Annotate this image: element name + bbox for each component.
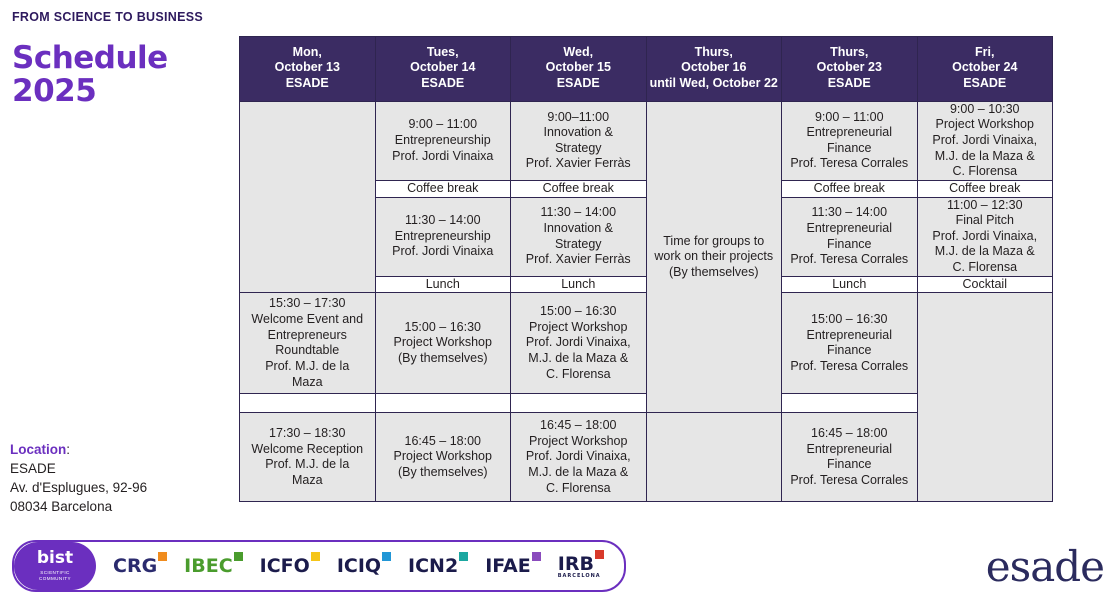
logo-icn2: [408, 555, 468, 577]
partner-logo-bar: [12, 540, 626, 592]
column-header-thurs-oct-16: [646, 37, 782, 102]
location-line-1: ESADE: [10, 461, 56, 477]
square-purple-icon: [532, 552, 541, 561]
header-venue: ESADE: [963, 75, 1007, 90]
cell-tues-lunch: Lunch: [375, 276, 511, 293]
location-label: Location: [10, 442, 67, 457]
cell-wed-afternoon: 15:00 – 16:30 Project Workshop Prof. Jordi Vinaixa, M.J. de la Maza & C. Florensa: [511, 293, 647, 394]
cell-wed-coffee: Coffee break: [511, 180, 647, 197]
page-title-line1: Schedule: [12, 40, 168, 76]
cell-fri24-midday: 11:00 – 12:30 Final Pitch Prof. Jordi Vinaixa, M.J. de la Maza & C. Florensa: [917, 197, 1053, 276]
location-colon: :: [66, 442, 71, 457]
square-orange-icon: [158, 552, 167, 561]
cell-tues-spacer: [375, 394, 511, 413]
logo-irb-sub: BARCELONA: [557, 573, 601, 579]
cell-thurs23-evening: 16:45 – 18:00 Entrepreneurial Finance Prof. Teresa Corrales: [782, 413, 918, 502]
tagline: FROM SCIENCE TO BUSINESS: [12, 10, 204, 24]
column-header-thurs-oct-23: [782, 37, 918, 102]
logo-ibec: [184, 555, 242, 577]
header-day: Tues,: [426, 45, 459, 59]
header-date: October 13: [274, 60, 340, 75]
cell-wed-midday: 11:30 – 14:00 Innovation & Strategy Prof. Xavier Ferràs: [511, 197, 647, 276]
column-header-tues-oct-14: [375, 37, 511, 102]
logo-icfo-text: ICFO: [259, 555, 310, 577]
header-day: Wed,: [563, 45, 594, 59]
cell-tues-morning: 9:00 – 11:00 Entrepreneurship Prof. Jordi Vinaixa: [375, 101, 511, 180]
cell-fri24-morning: 9:00 – 10:30 Project Workshop Prof. Jordi Vinaixa, M.J. de la Maza & C. Florensa: [917, 101, 1053, 180]
cell-thurs23-afternoon: 15:00 – 16:30 Entrepreneurial Finance Prof. Teresa Corrales: [782, 293, 918, 394]
cell-wed-evening: 16:45 – 18:00 Project Workshop Prof. Jordi Vinaixa, M.J. de la Maza & C. Florensa: [511, 413, 647, 502]
logo-iciq-text: ICIQ: [336, 555, 382, 577]
logo-icfo: [260, 555, 320, 577]
header-date: October 24: [952, 60, 1018, 75]
cell-fri24-afternoon-empty: [917, 293, 1053, 502]
header-date: October 15: [545, 60, 611, 75]
header-date: October 16: [681, 60, 747, 75]
cell-thurs23-coffee: Coffee break: [782, 180, 918, 197]
header-day: Fri,: [975, 45, 995, 59]
bist-logo-sub1: SCIENTIFIC: [40, 569, 70, 575]
header-date: October 14: [410, 60, 476, 75]
cell-tues-midday: 11:30 – 14:00 Entrepreneurship Prof. Jordi Vinaixa: [375, 197, 511, 276]
cell-midweek-evening-empty: [646, 413, 782, 502]
location-line-2: Av. d'Esplugues, 92-96: [10, 480, 148, 496]
cell-mon-evening: 17:30 – 18:30 Welcome Reception Prof. M.J. de la Maza: [240, 413, 376, 502]
cell-mon-afternoon: 15:30 – 17:30 Welcome Event and Entrepreneurs Roundtable Prof. M.J. de la Maza: [240, 293, 376, 394]
header-day: Thurs,: [830, 45, 869, 59]
schedule-table: [239, 36, 1053, 502]
cell-fri24-coffee: Coffee break: [917, 180, 1053, 197]
cell-wed-spacer: [511, 394, 647, 413]
logo-crg: [113, 555, 167, 577]
cell-fri24-cocktail: Cocktail: [917, 276, 1053, 293]
column-header-fri-oct-24: [917, 37, 1053, 102]
column-header-wed-oct-15: [511, 37, 647, 102]
square-red-icon: [595, 550, 604, 559]
header-venue: ESADE: [285, 75, 329, 90]
cell-thurs23-spacer: [782, 394, 918, 413]
cell-wed-lunch: Lunch: [511, 276, 647, 293]
logo-crg-text: CRG: [113, 555, 158, 577]
header-venue: ESADE: [556, 75, 600, 90]
logo-icn2-text: ICN2: [408, 555, 459, 577]
cell-mon-morning-empty: [240, 101, 376, 293]
table-row-morning: [240, 101, 1053, 180]
bist-logo-sub2: COMMUNITY: [39, 576, 71, 581]
logo-ifae: [485, 555, 541, 577]
partner-logos: [96, 553, 604, 579]
location-line-3: 08034 Barcelona: [10, 499, 113, 515]
header-date: October 23: [816, 60, 882, 75]
square-yellow-icon: [311, 552, 320, 561]
column-header-mon-oct-13: [240, 37, 376, 102]
logo-iciq: [337, 555, 391, 577]
cell-wed-morning: 9:00–11:00 Innovation & Strategy Prof. Xavier Ferràs: [511, 101, 647, 180]
cell-tues-evening: 16:45 – 18:00 Project Workshop (By themselves): [375, 413, 511, 502]
square-blue-icon: [382, 552, 391, 561]
logo-ibec-text: IBEC: [184, 555, 233, 577]
logo-irb-text: IRB: [557, 553, 594, 575]
header-day: Mon,: [292, 45, 322, 59]
cell-midweek-selfwork: Time for groups to work on their projects (By themselves): [646, 101, 782, 413]
cell-thurs23-midday: 11:30 – 14:00 Entrepreneurial Finance Prof. Teresa Corrales: [782, 197, 918, 276]
header-venue: until Wed, October 22: [649, 75, 778, 90]
esade-logo: esade: [985, 542, 1104, 591]
cell-mon-spacer: [240, 394, 376, 413]
page-title-line2: 2025: [12, 73, 97, 110]
header-venue: ESADE: [827, 75, 871, 90]
header-day: Thurs,: [694, 45, 733, 59]
cell-thurs23-lunch: Lunch: [782, 276, 918, 293]
location-heading: [10, 440, 147, 459]
location-block: [10, 440, 147, 517]
bist-logo-name: bist: [36, 547, 74, 568]
bist-logo: [14, 542, 96, 590]
page-title: [12, 42, 168, 109]
cell-thurs23-morning: 9:00 – 11:00 Entrepreneurial Finance Prof. Teresa Corrales: [782, 101, 918, 180]
cell-tues-coffee: Coffee break: [375, 180, 511, 197]
square-teal-icon: [459, 552, 468, 561]
logo-ifae-text: IFAE: [485, 555, 531, 577]
table-header-row: [240, 37, 1053, 102]
header-venue: ESADE: [421, 75, 465, 90]
square-green-icon: [234, 552, 243, 561]
cell-tues-afternoon: 15:00 – 16:30 Project Workshop (By themselves): [375, 293, 511, 394]
logo-irb: [558, 553, 604, 579]
